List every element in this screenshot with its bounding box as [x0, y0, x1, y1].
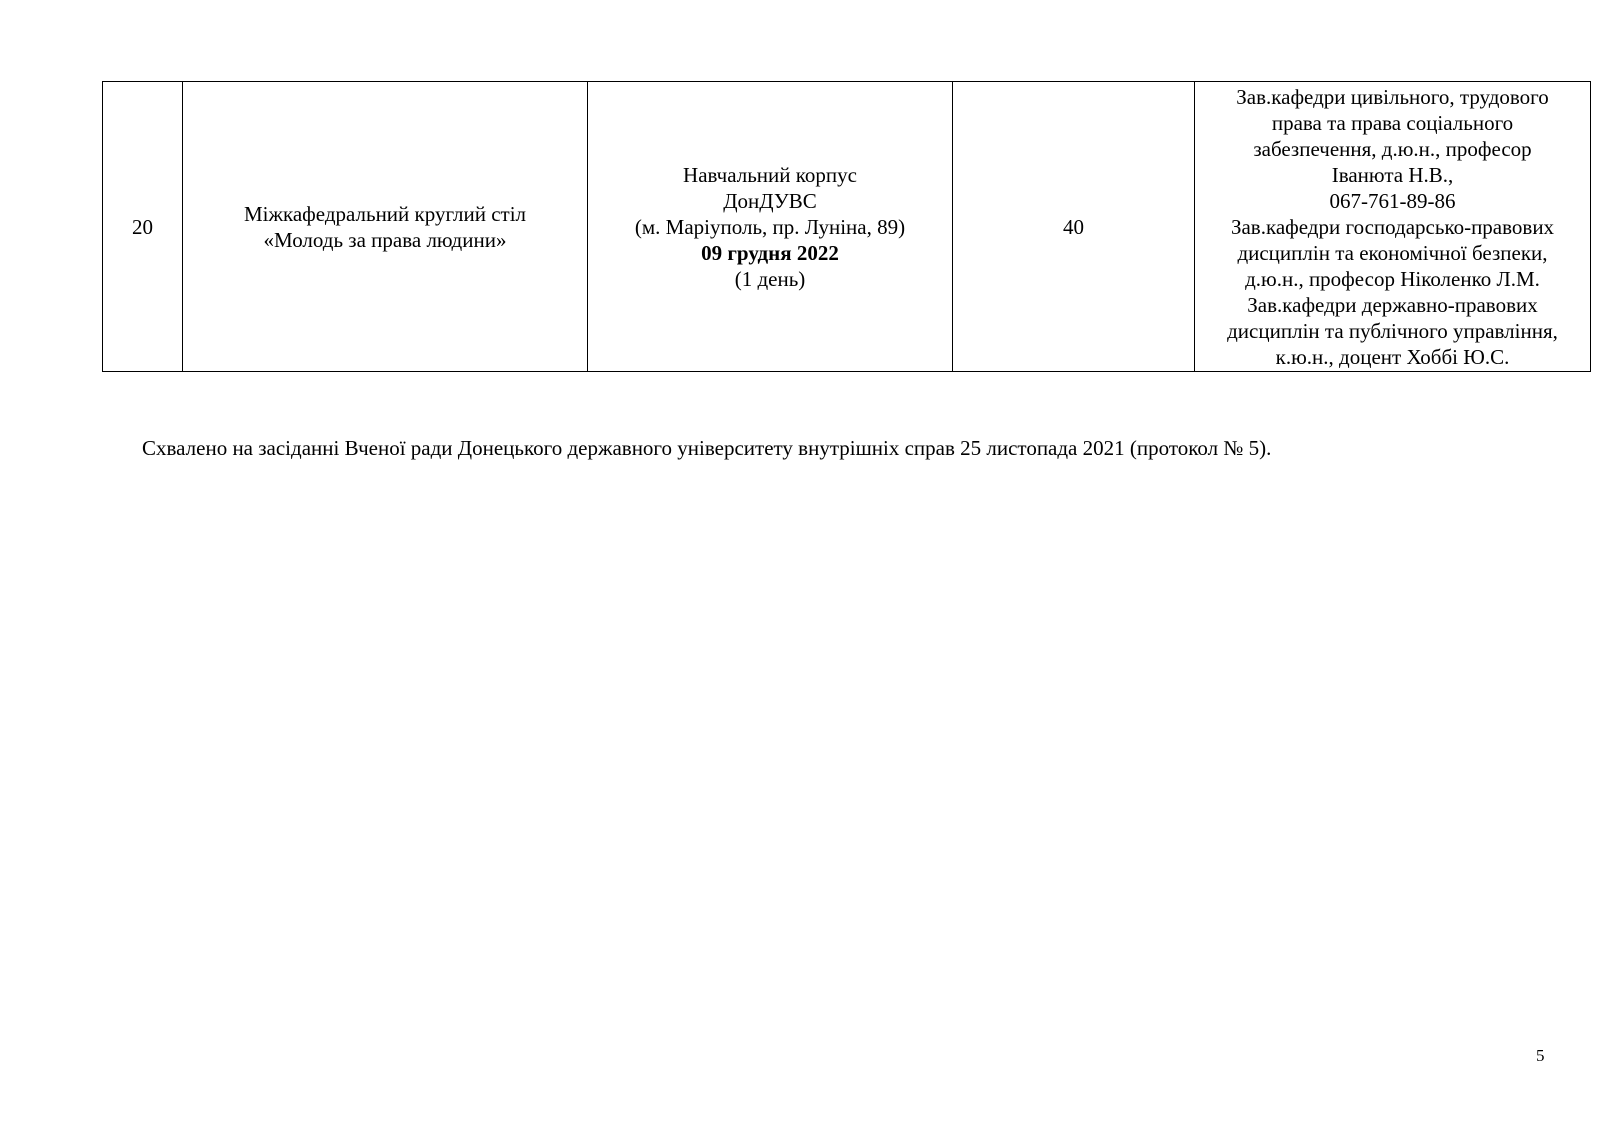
contact-line: права та права соціального: [1271, 110, 1514, 135]
contacts-cell: [1195, 82, 1591, 372]
event-place-cell: [588, 82, 953, 372]
participants-count: 40: [953, 82, 1195, 372]
event-name-line: Міжкафедральний круглий стіл: [243, 201, 527, 226]
contact-line: дисциплін та економічної безпеки,: [1237, 240, 1548, 265]
place-line: ДонДУВС: [723, 188, 817, 213]
event-name-cell: [183, 82, 588, 372]
place-line: Навчальний корпус: [683, 162, 857, 187]
approval-note: Схвалено на засіданні Вченої ради Донецького державного університету внутрішніх справ 25 листопада 2021 (протокол № 5).: [142, 436, 1272, 460]
contact-line: д.ю.н., професор Ніколенко Л.М.: [1245, 266, 1540, 291]
contact-line: Зав.кафедри цивільного, трудового: [1236, 84, 1549, 109]
row-number: 20: [103, 82, 183, 372]
event-duration: (1 день): [734, 266, 806, 291]
contact-line: Зав.кафедри господарсько-правових: [1230, 214, 1555, 239]
event-name-line: «Молодь за права людини»: [263, 227, 507, 252]
contact-line: забезпечення, д.ю.н., професор: [1253, 136, 1532, 161]
contact-phone: 067-761-89-86: [1329, 188, 1456, 213]
contact-line: к.ю.н., доцент Хоббі Ю.С.: [1275, 344, 1510, 369]
contact-line: Іванюта Н.В.,: [1331, 162, 1454, 187]
place-line: (м. Маріуполь, пр. Луніна, 89): [634, 214, 906, 239]
event-date: 09 грудня 2022: [701, 240, 839, 265]
table-row: [103, 82, 1591, 372]
contact-line: дисциплін та публічного управління,: [1227, 318, 1558, 343]
page-number: 5: [1536, 1046, 1545, 1065]
contact-line: Зав.кафедри державно-правових: [1247, 292, 1538, 317]
events-table: [102, 81, 1591, 372]
